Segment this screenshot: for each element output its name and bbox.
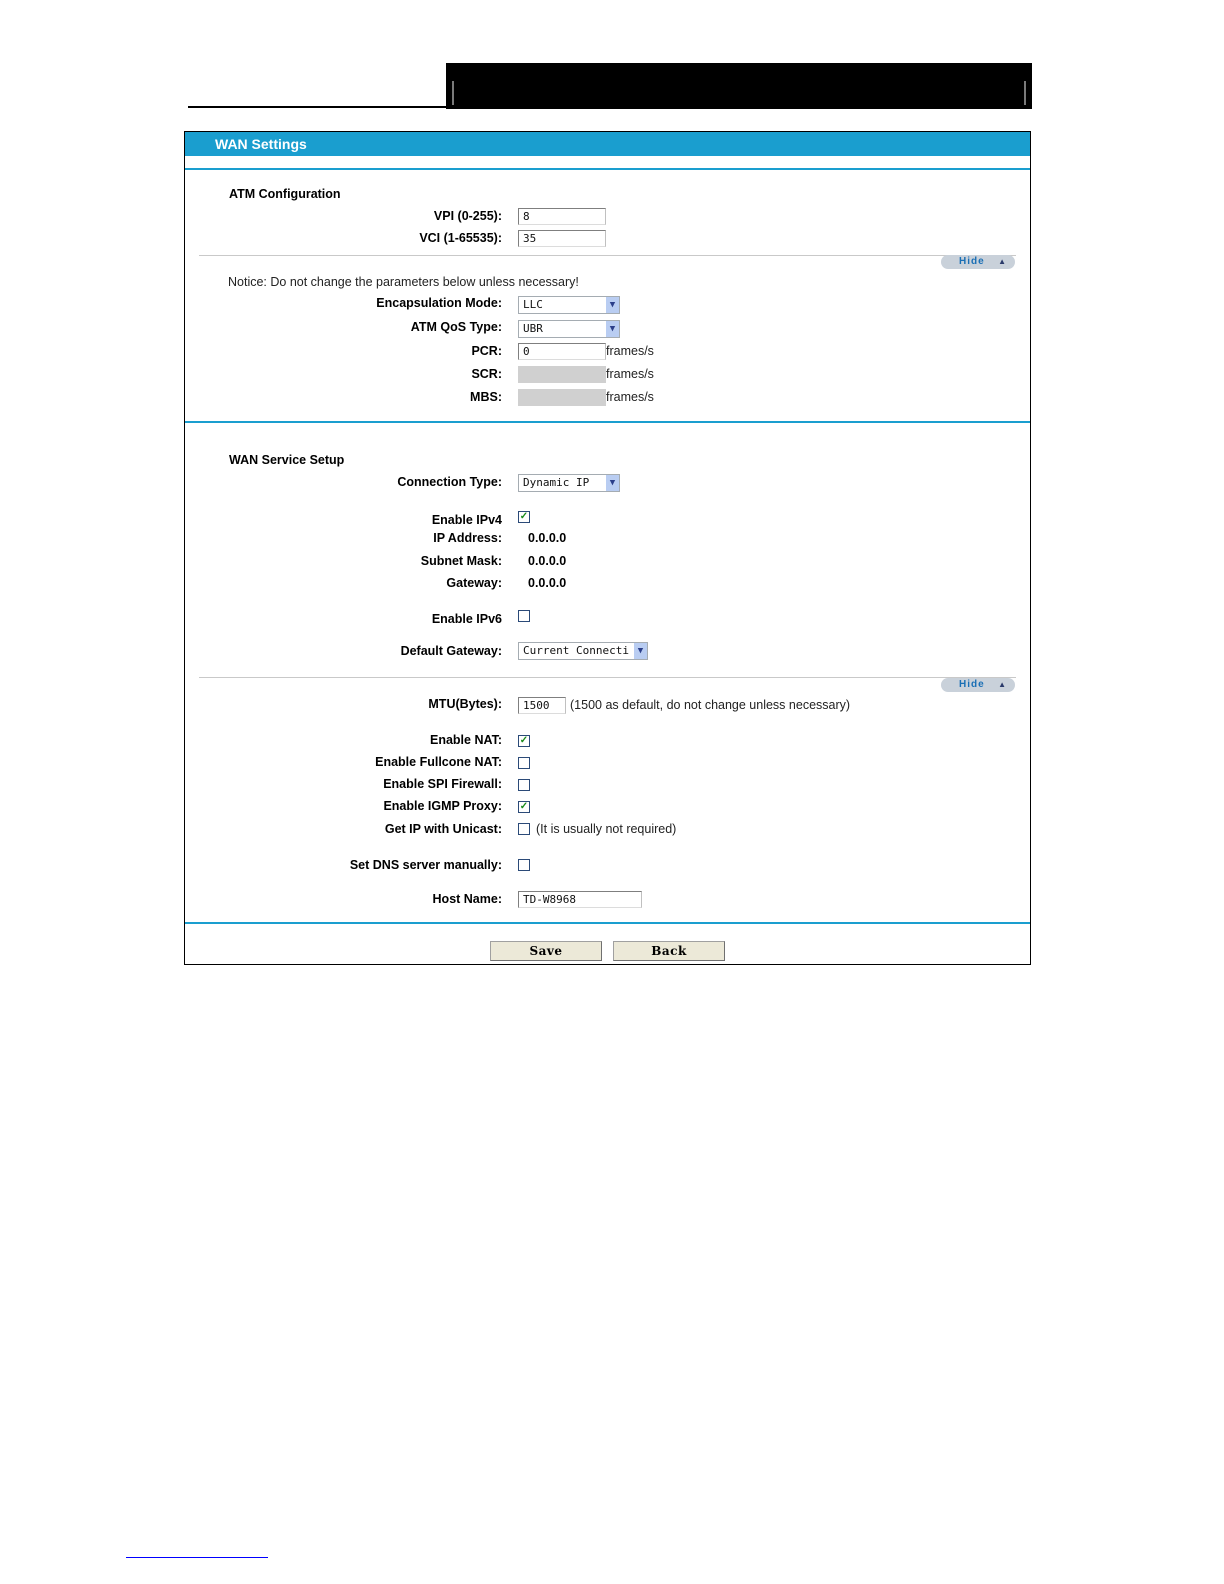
enable-ipv6-label: Enable IPv6 (431, 612, 502, 626)
gateway-label: Gateway: (446, 576, 502, 590)
divider (185, 421, 1030, 423)
spi-firewall-checkbox[interactable] (518, 779, 530, 791)
divider (185, 922, 1030, 924)
qos-type-label: ATM QoS Type: (410, 320, 502, 334)
mtu-note: (1500 as default, do not change unless necessary) (570, 698, 851, 712)
collapse-arrow-icon: ▲ (998, 257, 1007, 266)
divider (199, 255, 1016, 256)
vpi-label: VPI (0-255): (433, 209, 502, 223)
panel-title: WAN Settings (215, 136, 307, 152)
default-gateway-select[interactable] (518, 642, 648, 660)
encapsulation-value: LLC (523, 298, 543, 311)
encapsulation-label: Encapsulation Mode: (376, 296, 502, 310)
notice-text: Notice: Do not change the parameters below unless necessary! (228, 275, 579, 289)
wan-settings-panel (184, 131, 1031, 965)
hide-button-label: Hide (959, 256, 985, 267)
enable-ipv4-label: Enable IPv4 (431, 513, 502, 527)
igmp-proxy-label: Enable IGMP Proxy: (383, 799, 502, 813)
default-gateway-value: Current Connecti (523, 644, 629, 657)
scr-unit: frames/s (606, 367, 654, 381)
connection-type-select[interactable] (518, 474, 620, 492)
hide-wan-advanced-button[interactable] (941, 678, 1015, 692)
header-bar-tick-left (452, 81, 454, 105)
wan-service-section-title: WAN Service Setup (229, 453, 345, 467)
enable-nat-label: Enable NAT: (430, 733, 502, 747)
encapsulation-select[interactable] (518, 296, 620, 314)
divider (199, 677, 1016, 678)
subnet-mask-value: 0.0.0.0 (528, 554, 567, 568)
ip-address-label: IP Address: (433, 531, 502, 545)
pcr-label: PCR: (471, 344, 502, 358)
ip-address-value: 0.0.0.0 (528, 531, 567, 545)
spi-firewall-label: Enable SPI Firewall: (383, 777, 502, 791)
fullcone-nat-checkbox[interactable] (518, 757, 530, 769)
enable-ipv4-checkbox[interactable]: ✓ (519, 511, 529, 522)
atm-section-title: ATM Configuration (229, 187, 341, 201)
document-header-bar (446, 63, 1032, 109)
panel-title-bar (185, 132, 1030, 156)
save-button[interactable]: Save (490, 941, 602, 961)
enable-ipv6-checkbox[interactable] (518, 610, 530, 622)
document-header-rule (188, 106, 448, 108)
enable-nat-checkbox[interactable]: ✓ (519, 735, 529, 746)
mbs-input (518, 389, 606, 406)
host-name-input[interactable]: TD-W8968 (518, 891, 642, 908)
pcr-input[interactable]: 0 (518, 343, 606, 360)
subnet-mask-label: Subnet Mask: (420, 554, 502, 568)
mbs-unit: frames/s (606, 390, 654, 404)
dns-manual-checkbox[interactable] (518, 859, 530, 871)
mtu-input[interactable]: 1500 (518, 697, 566, 714)
qos-type-select[interactable] (518, 320, 620, 338)
unicast-note: (It is usually not required) (536, 822, 677, 836)
fullcone-nat-label: Enable Fullcone NAT: (375, 755, 502, 769)
divider (185, 168, 1030, 170)
mbs-label: MBS: (470, 390, 502, 404)
connection-type-label: Connection Type: (397, 475, 502, 489)
header-bar-tick-right (1024, 81, 1026, 105)
scr-label: SCR: (471, 367, 502, 381)
pcr-unit: frames/s (606, 344, 654, 358)
footer-link-underline (126, 1557, 268, 1558)
vci-input[interactable]: 35 (518, 230, 606, 247)
vci-label: VCI (1-65535): (419, 231, 502, 245)
gateway-value: 0.0.0.0 (528, 576, 567, 590)
qos-type-value: UBR (523, 322, 543, 335)
connection-type-value: Dynamic IP (523, 476, 590, 489)
hide-atm-advanced-button[interactable] (941, 255, 1015, 269)
hide-button-label: Hide (959, 679, 985, 690)
dns-manual-label: Set DNS server manually: (349, 858, 502, 872)
chevron-down-icon: ▼ (606, 297, 619, 313)
igmp-proxy-checkbox[interactable]: ✓ (519, 801, 529, 812)
chevron-down-icon: ▼ (634, 643, 647, 659)
collapse-arrow-icon: ▲ (998, 680, 1007, 689)
back-button[interactable]: Back (613, 941, 725, 961)
vpi-input[interactable]: 8 (518, 208, 606, 225)
scr-input (518, 366, 606, 383)
chevron-down-icon: ▼ (606, 475, 619, 491)
mtu-label: MTU(Bytes): (428, 697, 502, 711)
unicast-checkbox[interactable] (518, 823, 530, 835)
unicast-label: Get IP with Unicast: (384, 822, 502, 836)
host-name-label: Host Name: (432, 892, 502, 906)
default-gateway-label: Default Gateway: (400, 644, 502, 658)
chevron-down-icon: ▼ (606, 321, 619, 337)
